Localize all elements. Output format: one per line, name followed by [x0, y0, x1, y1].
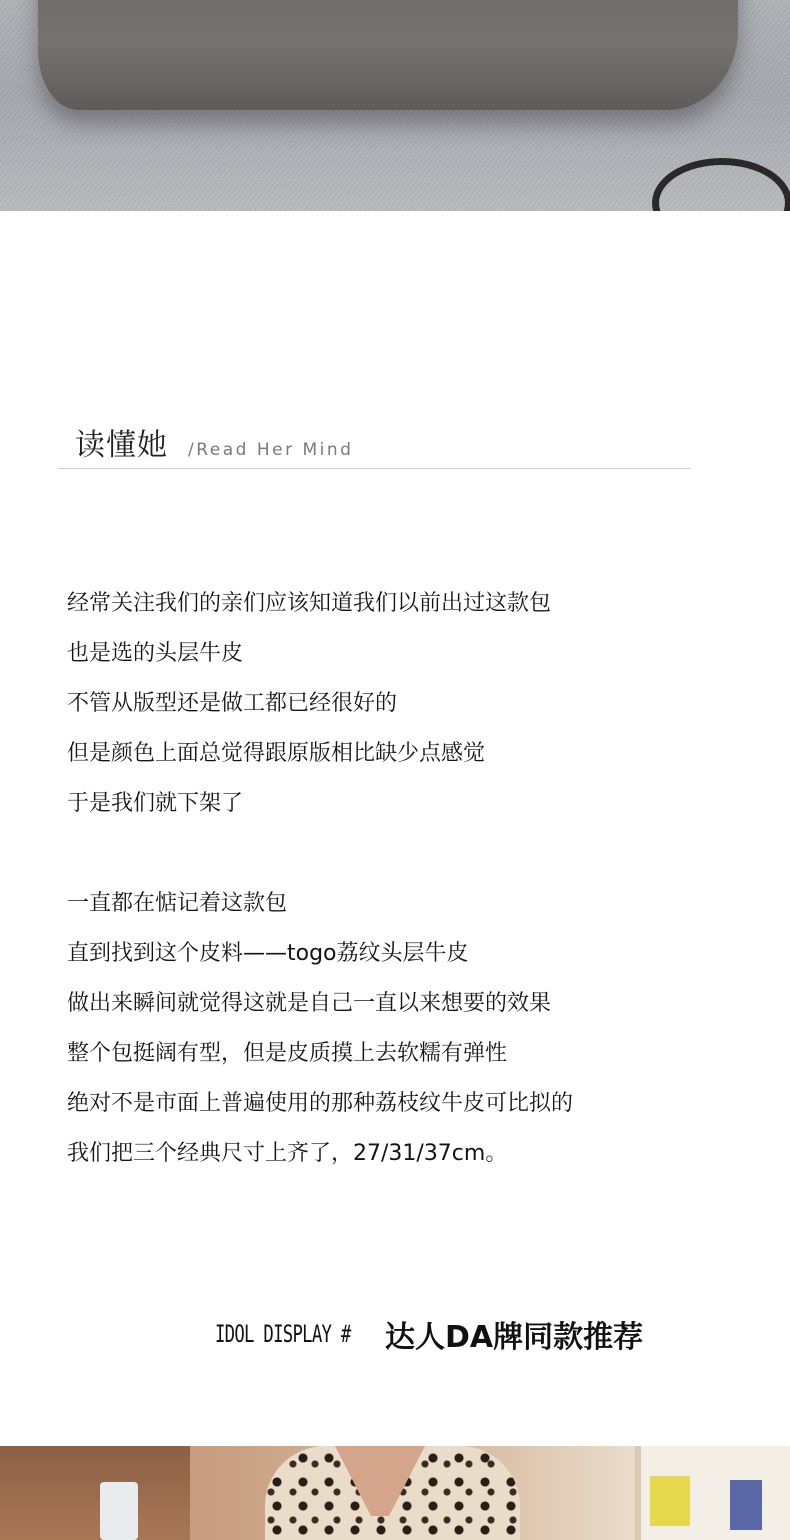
section-title: 读懂她 [75, 428, 168, 463]
description-line: 于是我们就下架了 [67, 791, 244, 816]
shelf-image [0, 1446, 190, 1540]
idol-display-label: IDOL DISPLAY # [215, 1320, 351, 1348]
section-subtitle: /Read Her Mind [188, 440, 354, 460]
display-niche-image [100, 1482, 138, 1540]
description-line: 做出来瞬间就觉得这就是自己一直以来想要的效果 [67, 991, 552, 1016]
shelf-item-image [650, 1476, 690, 1526]
description-line: 我们把三个经典尺寸上齐了，27/31/37cm。 [67, 1141, 508, 1166]
description-line: 经常关注我们的亲们应该知道我们以前出过这款包 [67, 591, 552, 616]
description-line: 也是选的头层牛皮 [67, 641, 244, 666]
product-photo-top [0, 0, 790, 211]
description-line: 一直都在惦记着这款包 [67, 891, 288, 916]
bag-strap-image [652, 158, 790, 211]
section-heading [75, 420, 353, 464]
description-line: 绝对不是市面上普遍使用的那种荔枝纹牛皮可比拟的 [67, 1091, 574, 1116]
description-line: 整个包挺阔有型，但是皮质摸上去软糯有弹性 [67, 1041, 508, 1066]
description-line: 不管从版型还是做工都已经很好的 [67, 691, 398, 716]
idol-display-title: 达人DA牌同款推荐 [385, 1320, 644, 1355]
description-line: 但是颜色上面总觉得跟原版相比缺少点感觉 [67, 741, 486, 766]
shelf-item-image [730, 1480, 762, 1530]
description-paragraph-2 [67, 879, 573, 1179]
description-paragraph-1 [67, 579, 551, 829]
section-divider [58, 468, 690, 469]
idol-display-heading [215, 1312, 643, 1356]
bag-image [38, 0, 738, 110]
description-line: 直到找到这个皮料——togo荔纹头层牛皮 [67, 941, 469, 966]
idol-photo [0, 1446, 790, 1540]
